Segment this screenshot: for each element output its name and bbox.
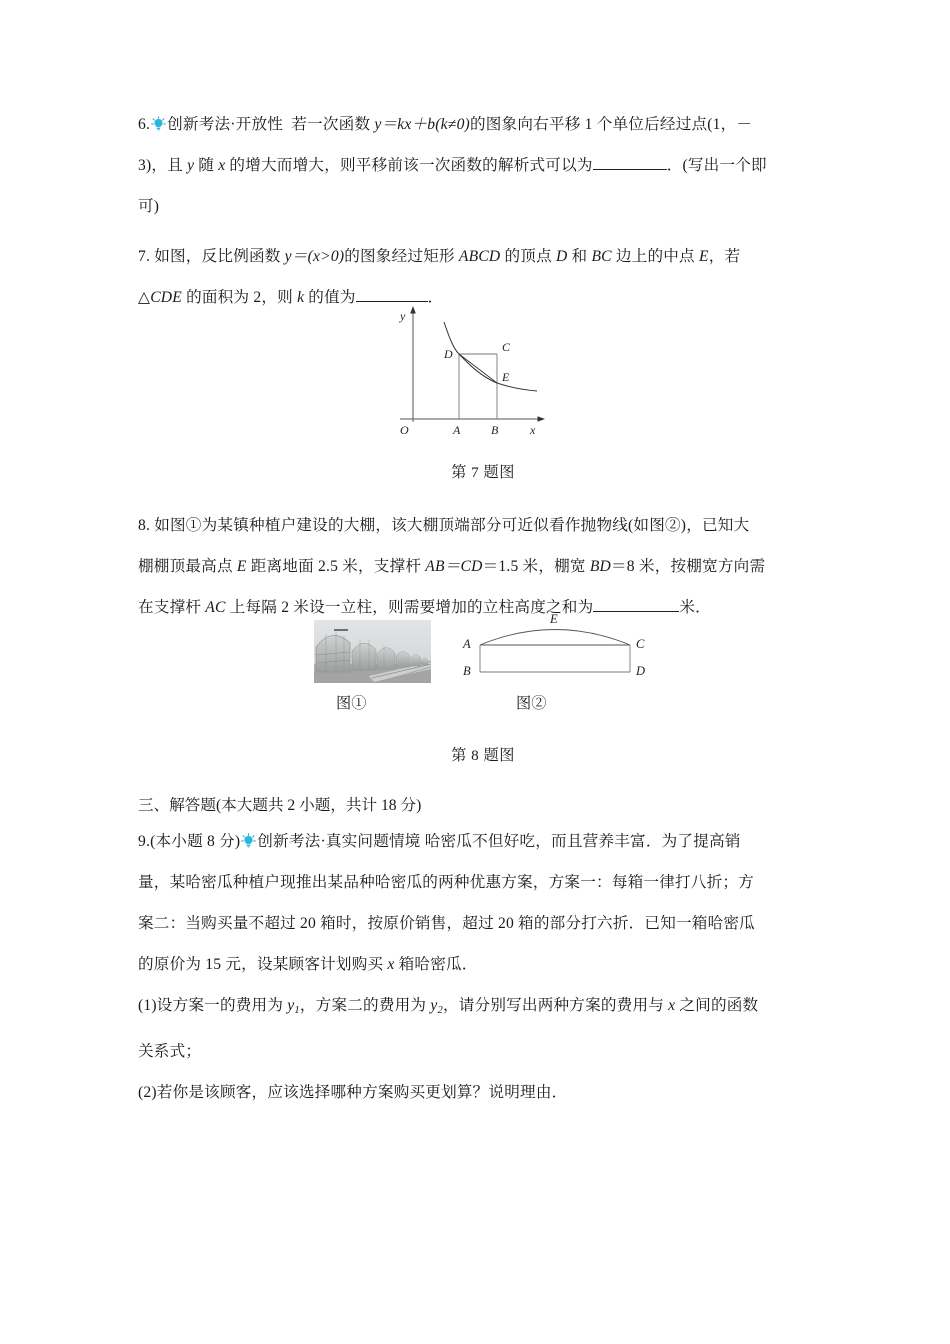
svg-text:C: C — [502, 340, 511, 354]
question-6-line-1 — [138, 104, 828, 145]
question-6 — [138, 104, 828, 227]
label-bc: BC — [591, 248, 612, 265]
variable-y: y — [187, 157, 195, 174]
question-8-text-e: ＝8 米，按棚宽方向需 — [611, 558, 766, 575]
question-7-text-c: 的顶点 — [500, 248, 556, 265]
svg-text:y: y — [400, 309, 406, 323]
label-ab-cd: AB＝CD — [425, 558, 483, 575]
figure-8-subcaption-2: 图② — [516, 695, 547, 712]
question-8-text-f: 在支撑杆 — [138, 599, 206, 616]
question-9-sub1-text-d: 之间的函数 — [675, 997, 759, 1014]
question-9-line-2: 量，某哈密瓜种植户现推出某品种哈密瓜的两种优惠方案，方案一：每箱一律打八折；方 — [138, 874, 754, 891]
question-8-text-d: ＝1.5 米，棚宽 — [482, 558, 590, 575]
triangle-symbol: △ — [138, 289, 151, 306]
label-e: E — [698, 248, 709, 265]
svg-text:D: D — [444, 347, 453, 361]
variable-y1: $y_1$ — [287, 997, 300, 1016]
svg-text:C: C — [636, 637, 645, 651]
svg-text:D: D — [636, 664, 646, 678]
section-heading: 三、解答题(本大题共 2 小题，共计 18 分) — [138, 797, 422, 814]
svg-text:x: x — [530, 423, 536, 435]
question-7-number: 7. — [138, 248, 151, 265]
question-9-text-a: 哈密瓜不但好吃，而且营养丰富．为了提高销 — [420, 833, 741, 850]
variable-x-sub1: x — [668, 997, 676, 1014]
lightbulb-icon — [241, 823, 256, 838]
svg-text:E: E — [550, 612, 558, 626]
figure-8-subcaption-1: 图① — [336, 695, 367, 712]
question-9-sub-2: (2)若你是该顾客，应该选择哪种方案购买更划算？说明理由． — [138, 1083, 568, 1101]
svg-text:A: A — [463, 637, 471, 651]
question-9 — [138, 821, 828, 1113]
question-9-text-c: 箱哈密瓜． — [394, 956, 478, 973]
question-7-text-e: 边上的中点 — [611, 248, 699, 265]
question-7-line-1 — [138, 236, 828, 277]
question-6-tag: 创新考法·开放性 — [167, 116, 284, 133]
figure-8 — [290, 612, 690, 712]
answer-blank-6 — [593, 169, 667, 170]
svg-text:B: B — [463, 664, 471, 678]
question-8-text-c: 距离地面 2.5 米，支撑杆 — [246, 558, 426, 575]
question-9-line-4 — [138, 944, 828, 985]
parabola-greenhouse-diagram — [450, 612, 680, 688]
label-abcd: ABCD — [458, 248, 501, 265]
question-9-number: 9. — [138, 833, 151, 850]
variable-x: x — [218, 157, 226, 174]
label-e-8: E — [236, 558, 247, 575]
question-6-text-c: 3)，且 — [138, 157, 188, 174]
question-7-text-d: 和 — [567, 248, 592, 265]
question-6-text-d: 随 — [194, 157, 219, 174]
question-9-sub-1-cont: 关系式； — [138, 1042, 202, 1060]
question-7-text-f: ，若 — [708, 248, 741, 265]
lightbulb-icon — [151, 106, 166, 121]
question-8-text-h: 米． — [679, 599, 711, 616]
question-9-sub1-text-c: ，请分别写出两种方案的费用与 — [442, 997, 669, 1014]
question-7-text-h: 的值为 — [304, 289, 356, 306]
question-7-formula: y＝(x>0) — [284, 248, 345, 265]
question-7-text-i: ． — [427, 289, 444, 306]
question-8-line-2 — [138, 546, 828, 587]
question-6-text-f: ．(写出一个即 — [666, 157, 767, 174]
svg-text:E: E — [502, 370, 510, 384]
question-8-line-1 — [138, 505, 828, 546]
variable-k: k — [297, 289, 305, 306]
svg-text:A: A — [453, 423, 461, 435]
figure-7 — [380, 300, 580, 435]
question-6-formula: y＝kx＋b(k≠0) — [374, 116, 470, 133]
question-7-text-a: 如图，反比例函数 — [154, 248, 285, 265]
figure-8-caption: 第 8 题图 — [451, 747, 515, 764]
question-8-text-b: 棚棚顶最高点 — [138, 558, 237, 575]
question-6-text-e: 的增大而增大，则平移前该一次函数的解析式可以为 — [225, 157, 593, 174]
question-8 — [138, 505, 828, 628]
figure-7-caption: 第 7 题图 — [451, 464, 515, 481]
variable-x-9: x — [387, 956, 395, 973]
question-9-text-b: 的原价为 15 元，设某顾客计划购买 — [138, 956, 388, 973]
label-bd: BD — [589, 558, 612, 575]
question-6-line-3: 可) — [138, 198, 160, 215]
greenhouse-photo-graphic — [314, 620, 431, 683]
question-7-text-g: 的面积为 2，则 — [182, 289, 298, 306]
question-9-tag: 创新考法·真实问题情境 — [257, 833, 421, 850]
question-9-sub1-text-b: ，方案二的费用为 — [299, 997, 431, 1014]
question-8-text-g: 上每隔 2 米设一立柱，则需要增加的立柱高度之和为 — [225, 599, 594, 616]
question-6-line-2 — [138, 145, 828, 186]
question-8-text-a: 如图①为某镇种植户建设的大棚，该大棚顶端部分可近似看作抛物线(如图②)，已知大 — [154, 517, 750, 534]
hyperbola-rectangle-diagram — [380, 300, 580, 435]
question-9-sub1-text-a: (1)设方案一的费用为 — [138, 997, 288, 1014]
question-7-text-b: 的图象经过矩形 — [344, 248, 459, 265]
question-6-text-a: 若一次函数 — [291, 116, 375, 133]
question-6-text-b: 的图象向右平移 1 个单位后经过点(1，－ — [469, 116, 753, 133]
variable-y2: $y_2$ — [430, 997, 443, 1016]
question-9-line-1 — [138, 821, 828, 862]
svg-text:O: O — [400, 423, 409, 435]
question-9-score: (本小题 8 分) — [150, 833, 241, 850]
question-9-line-3: 案二：当购买量不超过 20 箱时，按原价销售，超过 20 箱的部分打六折．已知一箱哈密瓜 — [138, 915, 755, 932]
svg-text:B: B — [491, 423, 499, 435]
question-9-sub-1 — [138, 985, 828, 1031]
greenhouse-photo — [314, 620, 431, 683]
question-8-number: 8. — [138, 517, 151, 534]
section-heading-block — [138, 785, 828, 826]
label-cde: CDE — [150, 289, 182, 306]
question-6-number: 6. — [138, 116, 151, 133]
label-d: D — [555, 248, 568, 265]
label-ac: AC — [205, 599, 226, 616]
